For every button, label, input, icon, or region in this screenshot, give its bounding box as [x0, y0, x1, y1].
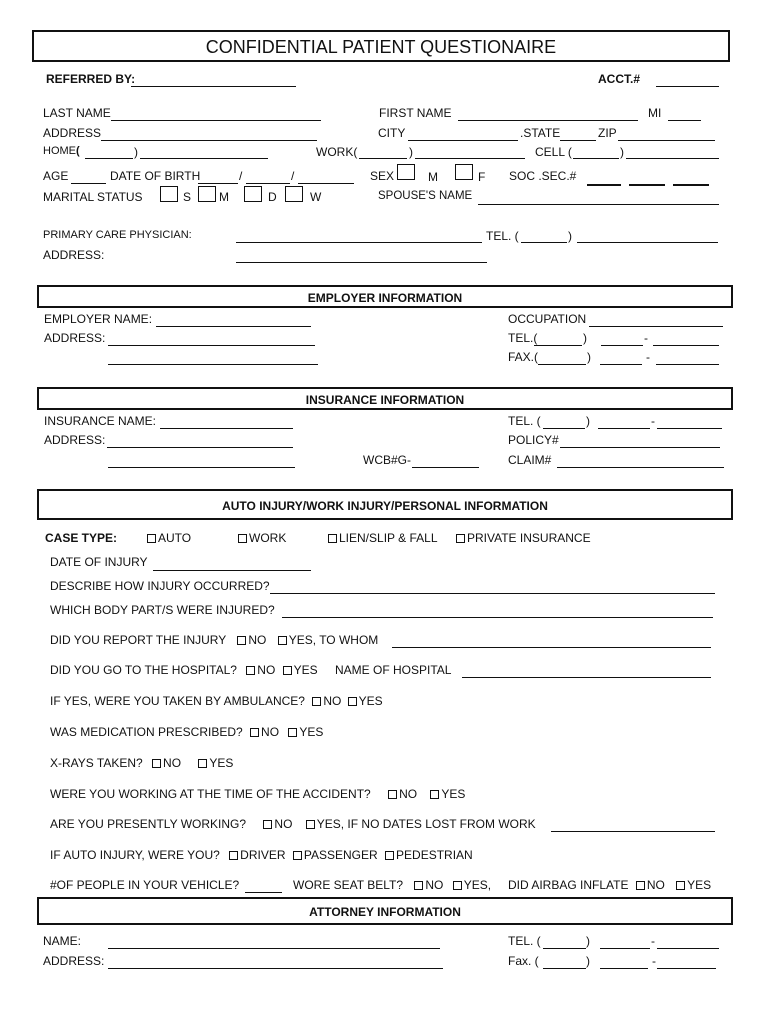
home-number-field[interactable] [140, 158, 268, 159]
attorney-tel-label: TEL. ( [508, 934, 541, 948]
spouse-name-field[interactable] [478, 204, 719, 205]
employer-address-field-2[interactable] [108, 364, 318, 365]
employer-address-label: ADDRESS: [44, 331, 106, 345]
attorney-fax-prefix[interactable] [600, 968, 648, 969]
insurance-name-label: INSURANCE NAME: [44, 414, 157, 428]
city-field[interactable] [408, 140, 518, 141]
marital-d-label: D [268, 190, 277, 204]
hospital-yes-checkbox[interactable] [283, 666, 292, 675]
seatbelt-label: WORE SEAT BELT? [293, 878, 404, 892]
attorney-fax-dash: - [652, 954, 656, 968]
pcp-tel-number-field[interactable] [577, 242, 718, 243]
presently-no-checkbox[interactable] [263, 820, 272, 829]
xrays-no-checkbox[interactable] [152, 759, 161, 768]
airbag-no-label: NO [646, 878, 665, 892]
employer-fax-label: FAX.( [508, 350, 539, 364]
employer-address-field-1[interactable] [108, 345, 315, 346]
sex-f-checkbox[interactable] [455, 164, 473, 180]
attorney-fax-line[interactable] [657, 968, 716, 969]
insurance-tel-line[interactable] [657, 428, 722, 429]
employer-tel-prefix[interactable] [601, 345, 643, 346]
xrays-yes-checkbox[interactable] [198, 759, 207, 768]
seatbelt-no-checkbox[interactable] [414, 881, 423, 890]
acct-label: ACCT.# [598, 72, 641, 86]
page-title: CONFIDENTIAL PATIENT QUESTIONAIRE [205, 37, 557, 57]
insurance-tel-prefix[interactable] [598, 428, 650, 429]
city-label: CITY [378, 126, 406, 140]
people-field[interactable] [245, 892, 282, 893]
body-parts-label: WHICH BODY PART/S WERE INJURED? [50, 603, 275, 617]
dob-year-field[interactable] [298, 183, 354, 184]
case-type-auto[interactable] [147, 531, 191, 545]
describe-field[interactable] [270, 593, 715, 594]
age-label: AGE [43, 169, 69, 183]
working-accident-label: WERE YOU WORKING AT THE TIME OF THE ACCIDENT? [50, 787, 371, 801]
employer-tel-dash: - [644, 331, 648, 345]
home-area-field[interactable] [85, 158, 133, 159]
work-phone-label: WORK( [316, 145, 358, 159]
soc-sec-label: SOC .SEC.# [509, 169, 577, 183]
xrays-yes-label: YES [209, 756, 234, 770]
private-label: PRIVATE INSURANCE [467, 531, 591, 545]
lien-label: LIEN/SLIP & FALL [339, 531, 438, 545]
presently-yes-label: YES, IF NO DATES LOST FROM WORK [316, 817, 536, 831]
attorney-name-field[interactable] [108, 948, 440, 949]
insurance-header [37, 387, 733, 410]
pcp-tel-close: ) [568, 229, 572, 243]
airbag-row [508, 878, 711, 892]
date-of-injury-field[interactable] [153, 570, 311, 571]
private-checkbox[interactable] [456, 534, 465, 543]
pcp-tel-area-field[interactable] [521, 242, 567, 243]
working-accident-row [50, 787, 465, 801]
ambulance-no-label: NO [323, 694, 342, 708]
referred-by-field[interactable] [131, 86, 296, 87]
attorney-tel-dash: - [651, 934, 655, 948]
first-name-field[interactable] [458, 120, 638, 121]
employer-fax-close: ) [587, 350, 591, 364]
state-label: .STATE [520, 126, 561, 140]
case-type-work[interactable] [238, 531, 286, 545]
marital-d-checkbox[interactable] [244, 186, 262, 202]
employer-fax-area[interactable] [538, 364, 586, 365]
home-paren: ( [76, 145, 80, 157]
mi-label: MI [648, 106, 662, 120]
claim-label: CLAIM# [508, 453, 552, 467]
sex-m-checkbox[interactable] [397, 164, 415, 180]
insurance-tel-dash: - [651, 414, 655, 428]
hospital-label: DID YOU GO TO THE HOSPITAL? [50, 663, 237, 677]
work-label: WORK [249, 531, 287, 545]
dob-slash-1: / [239, 169, 243, 183]
attorney-tel-prefix[interactable] [600, 948, 650, 949]
sex-m-label: M [428, 170, 438, 184]
insurance-address-label: ADDRESS: [44, 433, 106, 447]
first-name-label: FIRST NAME [379, 106, 452, 120]
employer-tel-line[interactable] [653, 345, 719, 346]
medication-label: WAS MEDICATION PRESCRIBED? [50, 725, 243, 739]
ambulance-label: IF YES, WERE YOU TAKEN BY AMBULANCE? [50, 694, 305, 708]
home-label: HOME [43, 145, 76, 157]
age-field[interactable] [71, 183, 106, 184]
occupation-field[interactable] [589, 326, 723, 327]
airbag-no-checkbox[interactable] [636, 881, 645, 890]
presently-working-label: ARE YOU PRESENTLY WORKING? [50, 817, 247, 831]
employer-name-field[interactable] [156, 326, 311, 327]
attorney-name-label: NAME: [43, 934, 82, 948]
seatbelt-no-label: NO [425, 878, 444, 892]
airbag-label: DID AIRBAG INFLATE [508, 878, 629, 892]
pcp-tel-label: TEL. ( [486, 229, 519, 243]
working-accident-no-checkbox[interactable] [388, 790, 397, 799]
employer-tel-area[interactable] [534, 345, 582, 346]
medication-no-label: NO [261, 725, 280, 739]
sex-f-label: F [478, 170, 486, 184]
work-number-field[interactable] [415, 158, 525, 159]
work-area-field[interactable] [359, 158, 407, 159]
employer-tel-close: ) [583, 331, 587, 345]
last-name-label: LAST NAME [43, 106, 111, 120]
insurance-name-field[interactable] [160, 428, 293, 429]
case-type-label: CASE TYPE: [45, 531, 118, 545]
driver-checkbox[interactable] [229, 851, 238, 860]
dob-day-field[interactable] [246, 183, 290, 184]
insurance-header-title: INSURANCE INFORMATION [305, 393, 465, 407]
working-accident-yes-label: YES [441, 787, 466, 801]
case-type-lien[interactable] [328, 531, 438, 545]
pcp-address-label: ADDRESS: [43, 248, 105, 262]
employer-header-title: EMPLOYER INFORMATION [307, 291, 463, 305]
referred-by-label: REFERRED BY: [46, 72, 136, 86]
address-field[interactable] [101, 140, 317, 141]
marital-w-checkbox[interactable] [285, 186, 303, 202]
dob-label: DATE OF BIRTH [110, 169, 201, 183]
spouse-name-label: SPOUSE'S NAME [378, 190, 473, 202]
marital-status-label: MARITAL STATUS [43, 190, 143, 204]
airbag-yes-label: YES [687, 878, 712, 892]
wcb-label: WCB#G- [363, 453, 411, 467]
presently-yes-checkbox[interactable] [306, 820, 315, 829]
claim-field[interactable] [557, 467, 724, 468]
working-accident-yes-checkbox[interactable] [430, 790, 439, 799]
dob-slash-2: / [291, 169, 295, 183]
marital-m-label: M [219, 190, 229, 204]
soc-sec-field-1[interactable] [587, 184, 621, 186]
report-injury-row [50, 633, 378, 647]
cell-paren-close: ) [620, 145, 624, 159]
insurance-tel-area[interactable] [543, 428, 585, 429]
employer-name-label: EMPLOYER NAME: [44, 312, 153, 326]
auto-role-row [50, 848, 473, 862]
zip-label: ZIP [598, 126, 617, 140]
cell-area-field[interactable] [573, 158, 619, 159]
wcb-field[interactable] [412, 467, 479, 468]
describe-label: DESCRIBE HOW INJURY OCCURRED? [50, 579, 270, 593]
medication-no-checkbox[interactable] [250, 728, 259, 737]
employer-tel-label: TEL.( [508, 331, 538, 345]
injury-header [37, 489, 733, 520]
working-accident-no-label: NO [399, 787, 418, 801]
insurance-tel-label: TEL. ( [508, 414, 541, 428]
attorney-tel-area[interactable] [543, 948, 586, 949]
soc-sec-field-3[interactable] [673, 184, 709, 186]
attorney-header-title: ATTORNEY INFORMATION [309, 905, 461, 919]
hospital-name-field[interactable] [462, 677, 711, 678]
employer-header [37, 285, 733, 308]
auto-label: AUTO [158, 531, 192, 545]
policy-field[interactable] [560, 447, 720, 448]
report-no-label: NO [248, 633, 267, 647]
zip-field[interactable] [618, 140, 715, 141]
seatbelt-yes-checkbox[interactable] [453, 881, 462, 890]
seatbelt-row [293, 878, 491, 892]
body-parts-field[interactable] [282, 617, 713, 618]
medication-row [50, 725, 323, 739]
marital-s-checkbox[interactable] [160, 186, 178, 202]
sex-label: SEX [370, 169, 395, 183]
presently-no-label: NO [274, 817, 293, 831]
employer-fax-dash: - [646, 350, 650, 364]
case-type-private[interactable] [456, 531, 591, 545]
passenger-label: PASSENGER [303, 848, 378, 862]
lien-checkbox[interactable] [328, 534, 337, 543]
ambulance-yes-label: YES [358, 694, 383, 708]
dates-lost-field[interactable] [551, 831, 715, 832]
hospital-yes-label: YES [293, 663, 318, 677]
hospital-row [50, 663, 451, 677]
hospital-no-label: NO [257, 663, 276, 677]
report-injury-label: DID YOU REPORT THE INJURY [50, 633, 227, 647]
insurance-address-field-2[interactable] [108, 467, 295, 468]
marital-m-checkbox[interactable] [198, 186, 216, 202]
ambulance-no-checkbox[interactable] [312, 697, 321, 706]
xrays-label: X-RAYS TAKEN? [50, 756, 143, 770]
people-label: #OF PEOPLE IN YOUR VEHICLE? [50, 878, 240, 892]
passenger-checkbox[interactable] [293, 851, 302, 860]
report-to-whom-field[interactable] [392, 647, 711, 648]
cell-number-field[interactable] [626, 158, 719, 159]
pedestrian-checkbox[interactable] [385, 851, 394, 860]
seatbelt-yes-label: YES, [463, 878, 492, 892]
dob-month-field[interactable] [198, 183, 238, 184]
employer-fax-prefix[interactable] [600, 364, 642, 365]
attorney-fax-area[interactable] [543, 968, 586, 969]
insurance-address-field-1[interactable] [107, 447, 293, 448]
attorney-address-label: ADDRESS: [43, 954, 105, 968]
marital-w-label: W [310, 190, 322, 204]
work-paren-close: ) [409, 145, 413, 159]
pcp-field[interactable] [236, 242, 482, 243]
presently-working-row [50, 817, 536, 831]
attorney-header [37, 897, 733, 925]
attorney-fax-label: Fax. ( [508, 954, 539, 968]
auto-checkbox[interactable] [147, 534, 156, 543]
last-name-field[interactable] [111, 120, 321, 121]
date-of-injury-label: DATE OF INJURY [50, 555, 148, 569]
auto-role-label: IF AUTO INJURY, WERE YOU? [50, 848, 220, 862]
hospital-no-checkbox[interactable] [246, 666, 255, 675]
attorney-tel-close: ) [586, 934, 590, 948]
pedestrian-label: PEDESTRIAN [396, 848, 473, 862]
airbag-yes-checkbox[interactable] [676, 881, 685, 890]
policy-label: POLICY# [508, 433, 559, 447]
report-yes-label: YES, TO WHOM [288, 633, 379, 647]
xrays-no-label: NO [163, 756, 182, 770]
title-box [32, 30, 730, 62]
state-field[interactable] [560, 140, 596, 141]
report-yes-checkbox[interactable] [278, 636, 287, 645]
driver-label: DRIVER [240, 848, 286, 862]
employer-fax-line[interactable] [656, 364, 719, 365]
acct-field[interactable] [656, 86, 719, 87]
occupation-label: OCCUPATION [508, 312, 587, 326]
home-phone-label [43, 145, 80, 157]
report-no-checkbox[interactable] [237, 636, 246, 645]
attorney-fax-close: ) [586, 954, 590, 968]
attorney-tel-line[interactable] [657, 948, 719, 949]
address-label: ADDRESS [43, 126, 102, 140]
injury-header-title: AUTO INJURY/WORK INJURY/PERSONAL INFORMATION [222, 499, 548, 513]
ambulance-row [50, 694, 383, 708]
attorney-address-field[interactable] [108, 968, 443, 969]
ambulance-yes-checkbox[interactable] [348, 697, 357, 706]
pcp-address-field[interactable] [236, 262, 487, 263]
marital-s-label: S [183, 190, 192, 204]
home-paren-close: ) [134, 145, 138, 159]
xrays-row [50, 756, 233, 770]
work-checkbox[interactable] [238, 534, 247, 543]
insurance-tel-close: ) [586, 414, 590, 428]
hospital-name-label: NAME OF HOSPITAL [334, 663, 452, 677]
soc-sec-field-2[interactable] [629, 184, 665, 186]
medication-yes-checkbox[interactable] [288, 728, 297, 737]
pcp-label: PRIMARY CARE PHYSICIAN: [43, 229, 192, 241]
cell-phone-label: CELL ( [535, 145, 572, 159]
mi-field[interactable] [668, 120, 701, 121]
medication-yes-label: YES [299, 725, 324, 739]
